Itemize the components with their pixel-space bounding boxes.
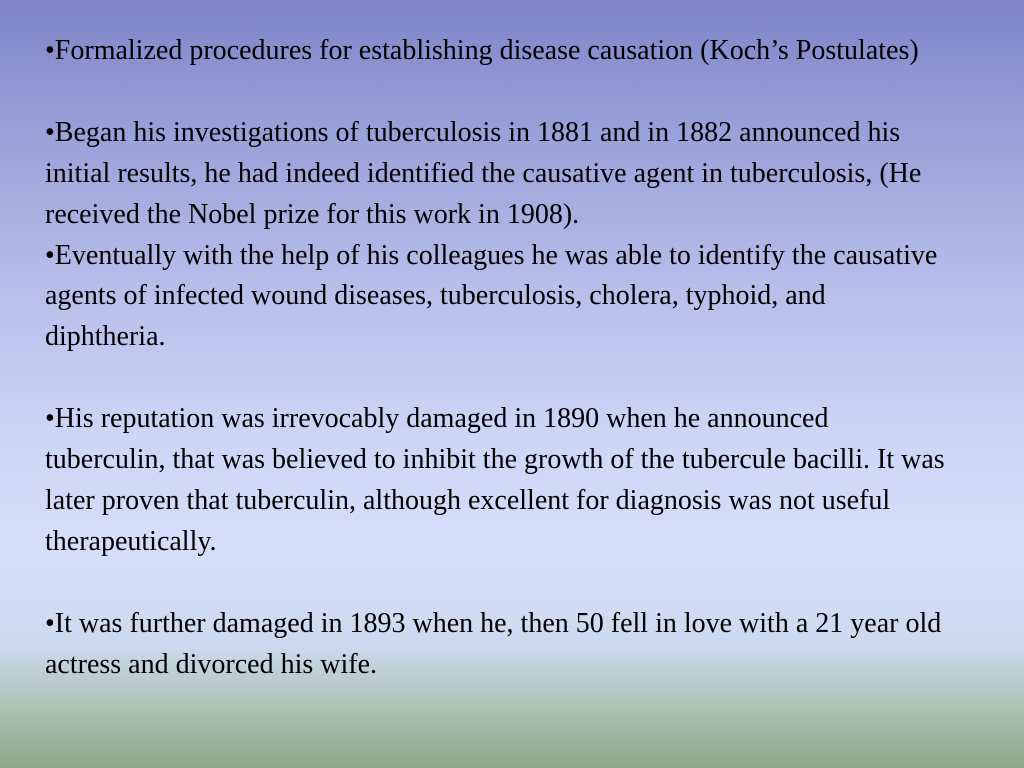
- bullet-list: [45, 31, 945, 685]
- bullet-tuberculosis-discovery: •Began his investigations of tuberculosis in 1881 and in 1882 announced his initial results, he had indeed identified the causative agent in tuberculosis, (He received the Nobel prize for this work in 1908).: [45, 116, 922, 230]
- bullet-tuberculin: •His reputation was irrevocably damaged in 1890 when he announced tuberculin, that was believed to inhibit the growth of the tubercule bacilli. It was later proven that tuberculin, although excellent for diagnosis was not useful therapeutically.: [45, 403, 945, 557]
- bullet-koch-postulates: •Formalized procedures for establishing disease causation (Koch’s Postulates): [45, 35, 919, 66]
- paragraph-spacer: [45, 358, 945, 399]
- paragraph-spacer: [45, 563, 945, 604]
- bullet-causative-agents: •Eventually with the help of his colleagues he was able to identify the causative agents of infected wound diseases, tuberculosis, cholera, typhoid, and diphtheria.: [45, 239, 938, 353]
- bullet-reputation-1893: •It was further damaged in 1893 when he, then 50 fell in love with a 21 year old actress and divorced his wife.: [45, 607, 942, 680]
- paragraph-spacer: [45, 72, 945, 113]
